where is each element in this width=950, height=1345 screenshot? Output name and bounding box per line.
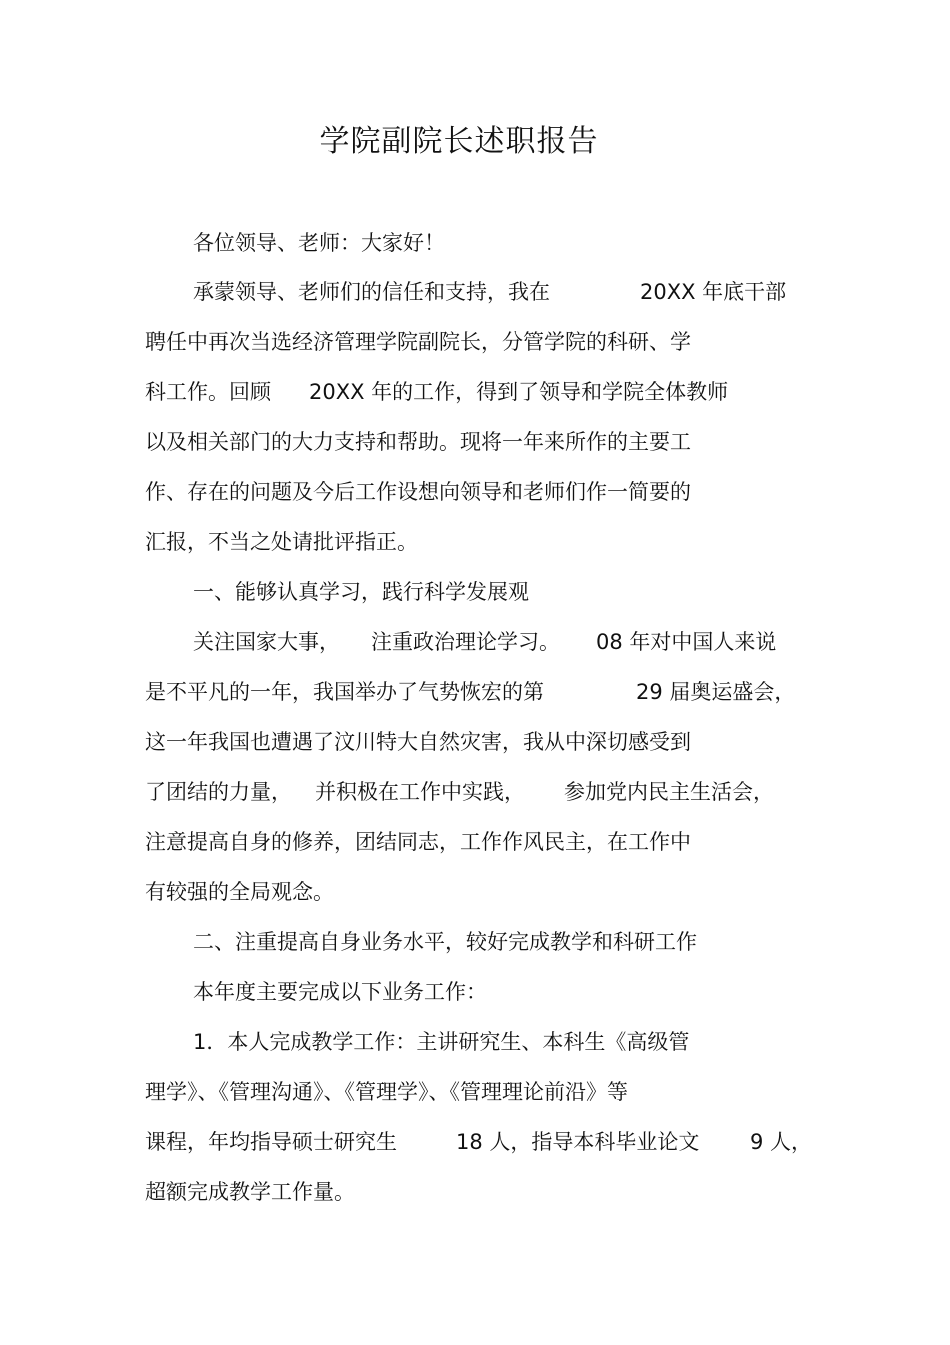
text-line: 注重政治理论学习。 — [371, 630, 560, 654]
paragraph-line — [145, 327, 691, 357]
text-line: 本年度主要完成以下业务工作： — [193, 980, 487, 1004]
text-line: 课程，年均指导硕士研究生 — [145, 1130, 397, 1154]
text-line: 20XX 年底干部 — [640, 280, 787, 304]
paragraph-line — [145, 827, 691, 857]
section-heading-2 — [193, 927, 697, 957]
text-line: 二、注重提高自身业务水平，较好完成教学和科研工作 — [193, 930, 697, 954]
paragraph-line — [145, 777, 292, 807]
section-heading-1 — [193, 577, 529, 607]
text-line: 这一年我国也遭遇了汶川特大自然灾害，我从中深切感受到 — [145, 730, 691, 754]
text-line: 是不平凡的一年，我国举办了气势恢宏的第 — [145, 680, 544, 704]
text-line: 9 人， — [750, 1130, 813, 1154]
text-line: 聘任中再次当选经济管理学院副院长，分管学院的科研、学 — [145, 330, 691, 354]
paragraph-line — [145, 877, 334, 907]
text-line: 汇报，不当之处请批评指正。 — [145, 530, 418, 554]
paragraph-line — [564, 777, 774, 807]
paragraph-line — [145, 1127, 397, 1157]
paragraph-line — [193, 977, 487, 1007]
paragraph-line — [456, 1127, 699, 1157]
text-line: 参加党内民主生活会， — [564, 780, 774, 804]
paragraph-line — [596, 627, 776, 657]
text-line: 08 年对中国人来说 — [596, 630, 777, 654]
paragraph-greeting — [193, 228, 445, 258]
document-title: 学院副院长述职报告 — [319, 124, 599, 159]
paragraph-line — [145, 377, 271, 407]
text-line: 科工作。回顾 — [145, 380, 271, 404]
text-line: 29 届奥运盛会， — [636, 680, 796, 704]
text-line: 并积极在工作中实践， — [315, 780, 525, 804]
paragraph-line — [193, 277, 550, 307]
paragraph-line — [640, 277, 786, 307]
paragraph-line — [145, 1177, 355, 1207]
paragraph-line — [145, 427, 691, 457]
paragraph-line — [145, 677, 544, 707]
text-line: 以及相关部门的大力支持和帮助。现将一年来所作的主要工 — [145, 430, 691, 454]
text-line: 关注国家大事， — [193, 630, 340, 654]
text-line: 理学》、《管理沟通》、《管理学》、《管理理论前沿》等 — [145, 1080, 628, 1104]
paragraph-line — [145, 1077, 628, 1107]
text-line: 一、能够认真学习，践行科学发展观 — [193, 580, 529, 604]
paragraph-line — [145, 477, 691, 507]
text-line: 超额完成教学工作量。 — [145, 1180, 355, 1204]
text-line: 有较强的全局观念。 — [145, 880, 334, 904]
paragraph-line — [315, 777, 525, 807]
paragraph-line — [193, 627, 340, 657]
text-line: 承蒙领导、老师们的信任和支持，我在 — [193, 280, 550, 304]
paragraph-line — [145, 727, 691, 757]
text-line: 注意提高自身的修养，团结同志，工作作风民主，在工作中 — [145, 830, 691, 854]
paragraph-line — [750, 1127, 812, 1157]
paragraph-line — [371, 627, 560, 657]
paragraph-line — [145, 527, 418, 557]
paragraph-line — [636, 677, 795, 707]
text-line: 作、存在的问题及今后工作设想向领导和老师们作一简要的 — [145, 480, 691, 504]
list-item-1 — [193, 1027, 689, 1057]
text-line: 各位领导、老师：大家好！ — [193, 231, 445, 255]
text-line: 1．本人完成教学工作：主讲研究生、本科生《高级管 — [193, 1030, 690, 1054]
text-line: 18 人，指导本科毕业论文 — [456, 1130, 700, 1154]
paragraph-line — [309, 377, 728, 407]
text-line: 了团结的力量， — [145, 780, 292, 804]
text-line: 20XX 年的工作，得到了领导和学院全体教师 — [309, 380, 729, 404]
